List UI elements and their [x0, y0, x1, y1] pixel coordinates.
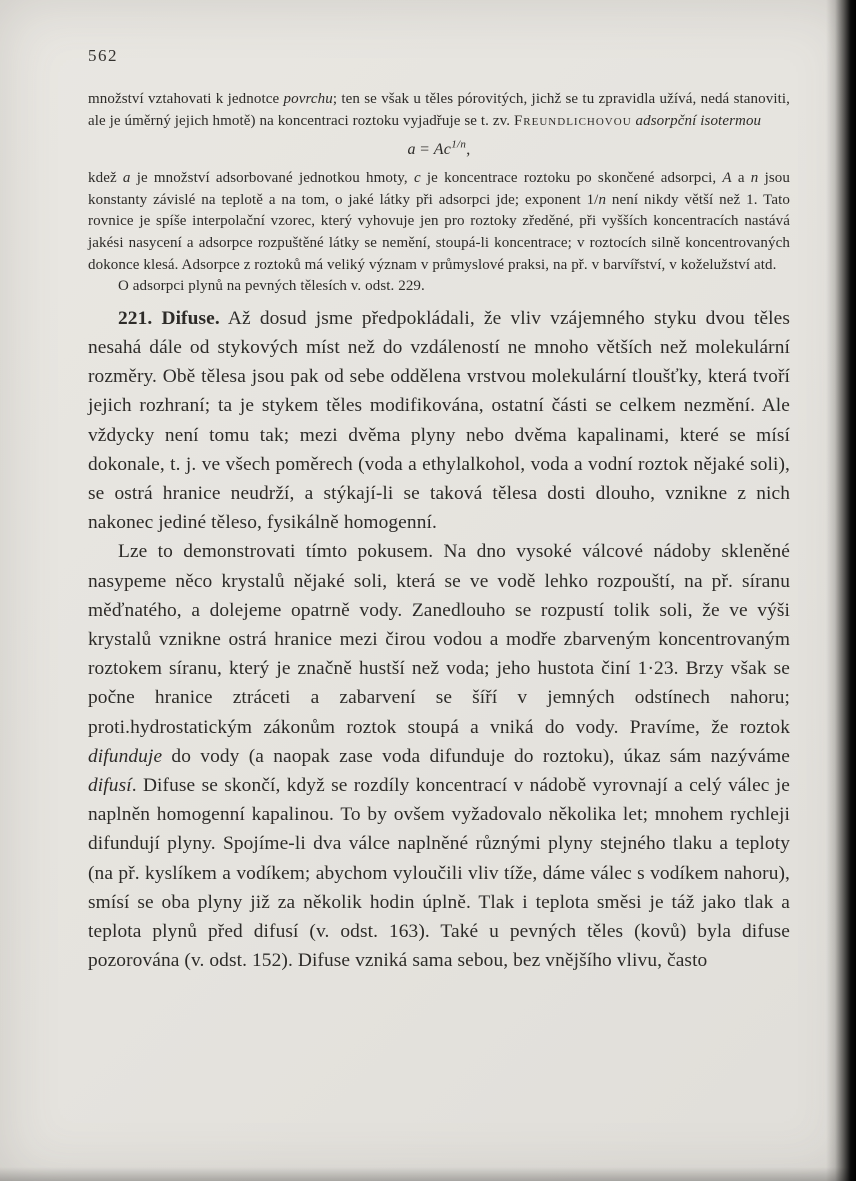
freundlich-equation	[88, 138, 790, 159]
section-heading: 221. Difuse.	[118, 307, 220, 329]
equation-base: Ac	[433, 141, 452, 159]
text-run: Až dosud jsme předpokládali, že vliv vzájemného styku dvou těles nesahá dále od stykových míst než do vzdáleností ne mnoho větších než molekulární rozměry. Obě tělesa jsou pak od sebe oddělena vrstvou molekulární tloušťky, která tvoří jejich rozhraní; ta je stykem těles modifikována, ostatní části se celkem nezmění. Ale vždycky není tomu tak; mezi dvěma plyny nebo dvěma kapalinami, které se mísí dokonale, t. j. ve všech poměrech (voda a ethylalkohol, voda a vodní roztok nějaké soli), se ostrá hranice neudrží, a stýkají-li se taková tělesa dosti dlouho, vznikne z nich nakonec jediné těleso, fysikálně homogenní.	[88, 307, 790, 534]
cross-reference-note: O adsorpci plynů na pevných tělesích v. odst. 229.	[118, 278, 425, 295]
equation-equals: =	[415, 141, 434, 159]
text-run: není nikdy větší než 1. Tato rovnice je spíše interpolační vzorec, který vyhovuje jen pro roztoky zředěné, při vyšších koncentracích nastává jakési nasycení a adsorpce rozpuštěné látky se nemění, stoupá-li koncentrace; v roztocích silně koncentrovaných dokonce klesá. Adsorpce z roztoků má veliký význam v průmyslové praksi, na př. v barvířství, v koželužství atd.	[88, 191, 790, 273]
equation-comma: ,	[466, 141, 471, 159]
text-run: do vody (a naopak zase voda difunduje do roztoku), úkaz sám nazýváme	[162, 745, 790, 767]
section-221-paragraph	[88, 304, 790, 538]
variable-c: c	[413, 170, 421, 187]
text-run: ; ten se však u těles pórovitých, jichž se tu zpravidla užívá, nedá stanoviti, ale je úměrný jejich hmotě) na koncentraci roztoku vyjadřuje se t. zv.	[88, 91, 790, 129]
variable-a: a	[122, 170, 131, 187]
text-run: . Difuse se skončí, když se rozdíly koncentrací v nádobě vyrovnají a celý válec je naplněn homogenní kapalinou. To by ovšem vyžadovalo několika let; mnohem rychleji difundují plyny. Spojíme-li dva válce naplněné různými plyny stejného tlaku a teploty (na př. kyslíkem a vodíkem; abychom vyloučili vliv tíže, dáme válec s vodíkem nahoru), smísí se oba plyny již za několik hodin úplně. Tlak i teplota směsi je táž jako tlak a teplota plynů před difusí (v. odst. 163). Také u pevných těles (kovů) byla difuse pozorována (v. odst. 152). Difuse vzniká sama sebou, bez vnějšího vlivu, často	[88, 775, 790, 972]
scanner-shadow-right	[826, 0, 856, 1181]
italic-term-difunduje: difunduje	[88, 745, 163, 767]
variable-A: A	[722, 170, 732, 187]
italic-term-difusi: difusí	[88, 775, 132, 796]
page-number: 562	[88, 46, 118, 65]
text-run: a	[731, 170, 751, 187]
author-name-freundlich: Freundlichovou	[513, 112, 632, 129]
text-run: je množství adsorbované jednotkou hmoty,	[130, 170, 414, 187]
italic-term-povrchu: povrchu	[283, 91, 333, 107]
text-run: Lze to demonstrovati tímto pokusem. Na dno vysoké válcové nádoby skleněné nasypeme něco krystalů nějaké soli, která se ve vodě lehko rozpouští, na př. síranu měďnatého, a dolejeme opatrně vody. Zanedlouho se rozpustí tolik soli, že ve výši krystalů vznikne ostrá hranice mezi čirou vodou a modře zbarveným koncentrovaným roztokem síranu, který je značně hustší než voda; jeho hustota činí 1·23. Brzy však se počne hranice ztráceti a zabarvení se šíří v jemných odstínech nahoru; proti.hydrostatickým zákonům roztok stoupá a vniká do vody. Pravíme, že roztok	[88, 541, 790, 738]
experiment-paragraph	[88, 537, 790, 975]
variable-n: n	[750, 170, 759, 187]
equation-exponent: 1/n	[451, 138, 467, 151]
italic-term-isotherm: adsorpční isotermou	[631, 112, 762, 129]
text-run: je koncentrace roztoku po skončené adsorpci,	[420, 170, 723, 187]
text-run: množství vztahovati k jednotce	[88, 91, 284, 107]
text-block	[88, 46, 790, 975]
scanner-shadow-bottom	[0, 1167, 856, 1181]
equation-variable-a: a	[407, 141, 416, 159]
text-run: jsou konstanty závislé na teplotě a na tom, o jaké látky při adsorpci jde; exponent 1/	[88, 170, 790, 208]
intro-paragraph	[88, 89, 790, 132]
variable-n: n	[598, 191, 607, 208]
text-run: kdež	[88, 170, 123, 187]
explanation-paragraph	[88, 168, 790, 276]
